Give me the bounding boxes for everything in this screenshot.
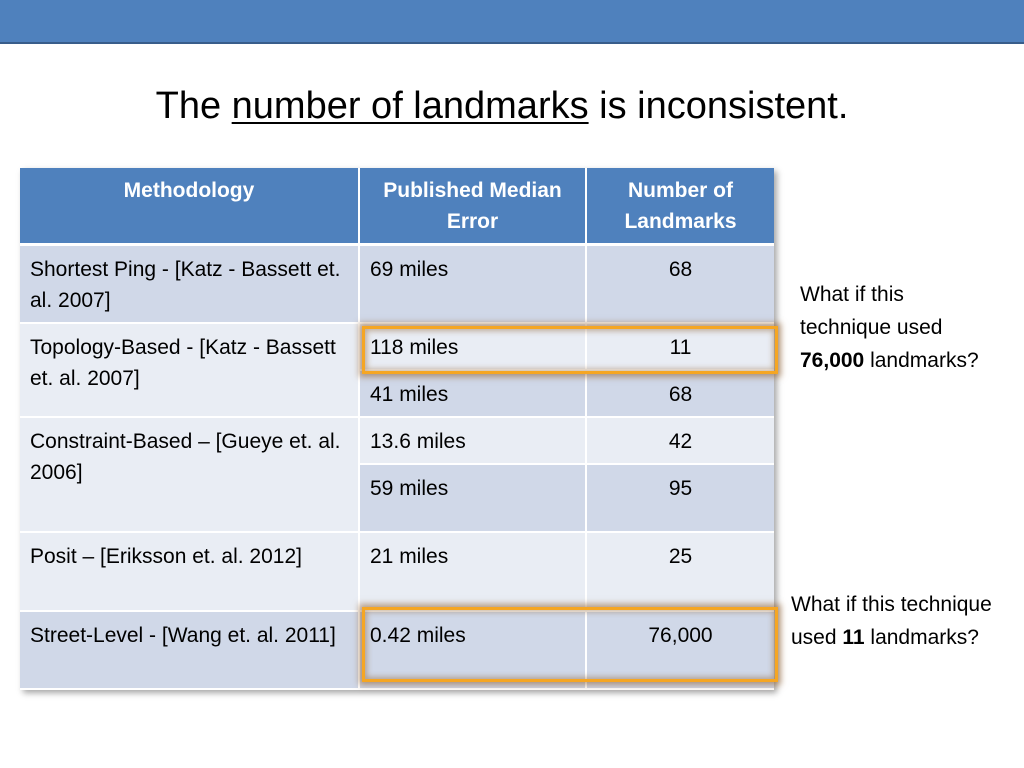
title-emphasis: number of landmarks (231, 85, 589, 127)
table-row (20, 612, 774, 690)
slide-title (0, 82, 1004, 130)
note1-text: What if this technique used (800, 283, 943, 339)
top-banner (0, 0, 1024, 44)
landmarks-table (20, 168, 774, 690)
callout-note-11 (791, 588, 1016, 654)
cell-error: 0.42 miles (360, 612, 587, 690)
cell-landmarks: 68 (587, 371, 774, 418)
title-prefix: The (155, 85, 232, 127)
cell-error: 59 miles (360, 465, 587, 533)
table-row (20, 533, 774, 612)
callout-note-76000 (800, 278, 1000, 377)
cell-methodology: Street-Level - [Wang et. al. 2011] (20, 612, 360, 690)
title-suffix: is inconsistent. (588, 85, 849, 127)
table-row (20, 246, 774, 324)
cell-methodology: Shortest Ping - [Katz - Bassett et. al. 2007] (20, 246, 360, 324)
cell-landmarks: 76,000 (587, 612, 774, 690)
note2-text-end: landmarks? (864, 626, 979, 649)
cell-landmarks: 95 (587, 465, 774, 533)
note2-text: What if this technique used (791, 593, 992, 649)
cell-landmarks: 25 (587, 533, 774, 612)
cell-methodology: Topology-Based - [Katz - Bassett et. al. 2007] (20, 324, 360, 418)
note1-text-end: landmarks? (864, 349, 979, 372)
header-median-error: Published Median Error (360, 168, 587, 246)
table-header-row (20, 168, 774, 246)
table-row (20, 324, 774, 371)
cell-error: 41 miles (360, 371, 587, 418)
cell-error: 13.6 miles (360, 418, 587, 465)
cell-error: 21 miles (360, 533, 587, 612)
cell-landmarks: 68 (587, 246, 774, 324)
cell-error: 69 miles (360, 246, 587, 324)
note2-bold: 11 (842, 626, 865, 649)
cell-methodology: Posit – [Eriksson et. al. 2012] (20, 533, 360, 612)
cell-landmarks: 11 (587, 324, 774, 371)
note1-bold: 76,000 (800, 349, 865, 372)
cell-landmarks: 42 (587, 418, 774, 465)
cell-methodology: Constraint-Based – [Gueye et. al. 2006] (20, 418, 360, 533)
header-landmarks: Number of Landmarks (587, 168, 774, 246)
cell-error: 118 miles (360, 324, 587, 371)
table-row (20, 418, 774, 465)
header-methodology: Methodology (20, 168, 360, 246)
